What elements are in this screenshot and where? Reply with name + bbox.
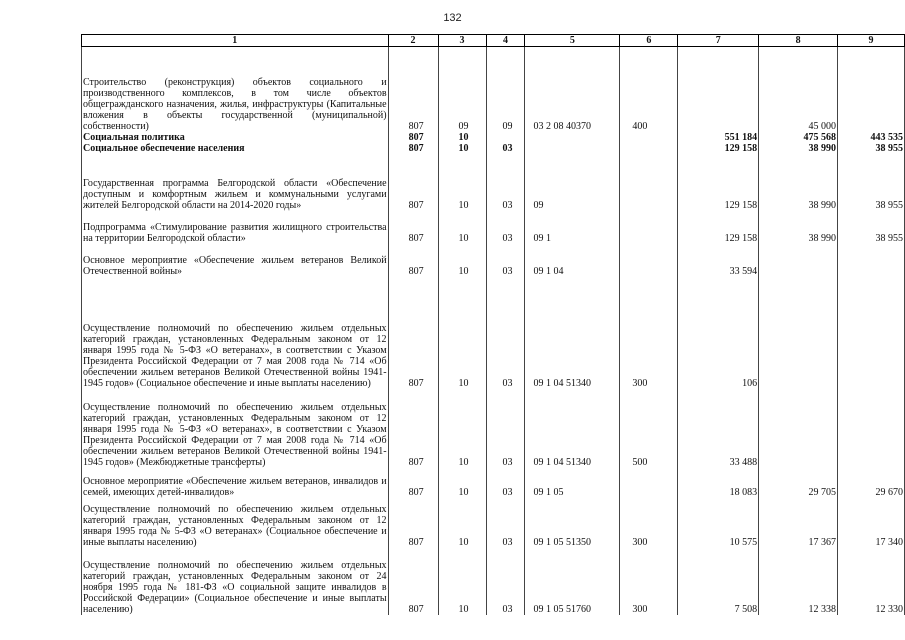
row-name-cell bbox=[82, 154, 389, 211]
amount-cell-c9: 17 340 bbox=[838, 498, 905, 548]
page-number: 132 bbox=[443, 12, 462, 24]
row-name: Социальная политика bbox=[83, 131, 185, 143]
row-name: Государственная программа Белгородской области «Обеспечение доступным и комфортным жильем и коммунальными услугами жителей Белгородской области на 2014-2020 годы» bbox=[83, 177, 387, 211]
amount-cell-c7: 10 575 bbox=[678, 498, 759, 548]
amount-cell-c8: 45 000 bbox=[759, 47, 838, 132]
code-cell-c5: 09 1 05 51350 bbox=[525, 498, 620, 548]
code-cell-c5: 09 1 05 51760 bbox=[525, 548, 620, 615]
code-cell-c6: 500 bbox=[620, 389, 678, 468]
code-cell-c6: 300 bbox=[620, 277, 678, 389]
column-header: 5 bbox=[525, 35, 620, 47]
table-row bbox=[82, 143, 905, 154]
code-cell-c4: 03 bbox=[486, 498, 525, 548]
row-name: Осуществление полномочий по обеспечению жильем отдельных категорий граждан, установленных Федеральным законом от 12 января 1995 года № 5-ФЗ «О ветеранах» (Социальное обеспечение и иные выплаты населению) bbox=[83, 503, 387, 548]
code-cell-c4: 03 bbox=[486, 277, 525, 389]
code-cell-c6 bbox=[620, 154, 678, 211]
amount-cell-c7: 7 508 bbox=[678, 548, 759, 615]
code-cell-c3: 09 bbox=[438, 47, 486, 132]
code-cell-c6: 300 bbox=[620, 548, 678, 615]
code-cell-c6 bbox=[620, 468, 678, 498]
row-name: Осуществление полномочий по обеспечению жильем отдельных категорий граждан, установленных Федеральным законом от 12 января 1995 года № 5-ФЗ «О ветеранах», в соответствии с Указом Президента Российской Федерации от 7 мая 2008 года № 714 «Об обеспечении жильем ветеранов Великой Отечественной войны 1941-1945 годов» (Межбюджетные трансферты) bbox=[83, 401, 387, 468]
code-cell-c6: 300 bbox=[620, 498, 678, 548]
table-row bbox=[82, 548, 905, 615]
row-name-cell bbox=[82, 211, 389, 244]
code-cell-c3: 10 bbox=[438, 132, 486, 143]
code-cell-c4: 03 bbox=[486, 154, 525, 211]
row-name: Подпрограмма «Стимулирование развития жилищного строительства на территории Белгородской области» bbox=[83, 221, 387, 244]
amount-cell-c7: 129 158 bbox=[678, 143, 759, 154]
table-row bbox=[82, 498, 905, 548]
code-cell-c5: 09 1 05 bbox=[525, 468, 620, 498]
code-cell-c2: 807 bbox=[388, 277, 438, 389]
amount-cell-c7: 129 158 bbox=[678, 211, 759, 244]
amount-cell-c7: 33 488 bbox=[678, 389, 759, 468]
amount-cell-c9: 12 330 bbox=[838, 548, 905, 615]
amount-cell-c9: 443 535 bbox=[838, 132, 905, 143]
amount-cell-c7: 129 158 bbox=[678, 154, 759, 211]
row-name-cell bbox=[82, 132, 389, 143]
row-name: Основное мероприятие «Обеспечение жильем ветеранов, инвалидов и семей, имеющих детей-инвалидов» bbox=[83, 475, 387, 498]
amount-cell-c8: 38 990 bbox=[759, 143, 838, 154]
amount-cell-c9 bbox=[838, 389, 905, 468]
code-cell-c2: 807 bbox=[388, 132, 438, 143]
code-cell-c3: 10 bbox=[438, 244, 486, 277]
row-name: Строительство (реконструкция) объектов социального и производственного комплексов, в том числе объектов общегражданского назначения, жилья, инфраструктуры (Капитальные вложения в объекты государственной (муниципальной) собственности) bbox=[83, 76, 387, 132]
code-cell-c5: 09 1 04 bbox=[525, 244, 620, 277]
code-cell-c4: 09 bbox=[486, 47, 525, 132]
code-cell-c3: 10 bbox=[438, 277, 486, 389]
code-cell-c5: 09 1 04 51340 bbox=[525, 277, 620, 389]
code-cell-c4: 03 bbox=[486, 389, 525, 468]
amount-cell-c7: 33 594 bbox=[678, 244, 759, 277]
code-cell-c5: 03 2 08 40370 bbox=[525, 47, 620, 132]
table-row bbox=[82, 389, 905, 468]
budget-table bbox=[81, 34, 905, 615]
code-cell-c4: 03 bbox=[486, 548, 525, 615]
code-cell-c4: 03 bbox=[486, 211, 525, 244]
code-cell-c3: 10 bbox=[438, 211, 486, 244]
row-name-cell bbox=[82, 143, 389, 154]
table-body bbox=[82, 47, 905, 615]
column-header: 2 bbox=[388, 35, 438, 47]
code-cell-c3: 10 bbox=[438, 468, 486, 498]
code-cell-c4 bbox=[486, 132, 525, 143]
amount-cell-c8: 38 990 bbox=[759, 154, 838, 211]
row-name: Осуществление полномочий по обеспечению жильем отдельных категорий граждан, установленных Федеральным законом от 24 ноября 1995 года № 181-ФЗ «О социальной защите инвалидов в Российской Федерации» (Социальное обеспечение и иные выплаты населению) bbox=[83, 559, 387, 615]
code-cell-c2: 807 bbox=[388, 244, 438, 277]
code-cell-c6 bbox=[620, 244, 678, 277]
amount-cell-c9: 38 955 bbox=[838, 143, 905, 154]
table-row bbox=[82, 132, 905, 143]
row-name: Социальное обеспечение населения bbox=[83, 142, 245, 154]
amount-cell-c8 bbox=[759, 277, 838, 389]
row-name-cell bbox=[82, 548, 389, 615]
amount-cell-c8 bbox=[759, 389, 838, 468]
amount-cell-c7: 106 bbox=[678, 277, 759, 389]
code-cell-c5: 09 1 04 51340 bbox=[525, 389, 620, 468]
code-cell-c2: 807 bbox=[388, 389, 438, 468]
table-row bbox=[82, 154, 905, 211]
code-cell-c2: 807 bbox=[388, 498, 438, 548]
code-cell-c6: 400 bbox=[620, 47, 678, 132]
amount-cell-c9 bbox=[838, 277, 905, 389]
row-name: Осуществление полномочий по обеспечению жильем отдельных категорий граждан, установленных Федеральным законом от 12 января 1995 года № 5-ФЗ «О ветеранах», в соответствии с Указом Президента Российской Федерации от 7 мая 2008 года № 714 «Об обеспечении жильем ветеранов Великой Отечественной войны 1941-1945 годов» (Социальное обеспечение и иные выплаты населению) bbox=[83, 322, 387, 389]
code-cell-c6 bbox=[620, 132, 678, 143]
column-header: 1 bbox=[82, 35, 389, 47]
amount-cell-c8: 12 338 bbox=[759, 548, 838, 615]
column-header: 6 bbox=[620, 35, 678, 47]
amount-cell-c9 bbox=[838, 47, 905, 132]
row-name-cell bbox=[82, 389, 389, 468]
column-header: 4 bbox=[486, 35, 525, 47]
column-header: 3 bbox=[438, 35, 486, 47]
code-cell-c3: 10 bbox=[438, 498, 486, 548]
amount-cell-c8 bbox=[759, 244, 838, 277]
column-header: 8 bbox=[759, 35, 838, 47]
code-cell-c5: 09 1 bbox=[525, 211, 620, 244]
table-row bbox=[82, 277, 905, 389]
code-cell-c3: 10 bbox=[438, 389, 486, 468]
code-cell-c2: 807 bbox=[388, 154, 438, 211]
row-name-cell bbox=[82, 244, 389, 277]
table-row bbox=[82, 244, 905, 277]
code-cell-c3: 10 bbox=[438, 548, 486, 615]
code-cell-c2: 807 bbox=[388, 548, 438, 615]
amount-cell-c9: 29 670 bbox=[838, 468, 905, 498]
row-name: Основное мероприятие «Обеспечение жильем ветеранов Великой Отечественной войны» bbox=[83, 254, 387, 277]
code-cell-c2: 807 bbox=[388, 47, 438, 132]
row-name-cell bbox=[82, 468, 389, 498]
amount-cell-c9 bbox=[838, 244, 905, 277]
row-name-cell bbox=[82, 498, 389, 548]
table-row bbox=[82, 47, 905, 132]
code-cell-c3: 10 bbox=[438, 154, 486, 211]
code-cell-c5 bbox=[525, 143, 620, 154]
code-cell-c2: 807 bbox=[388, 211, 438, 244]
table-row bbox=[82, 211, 905, 244]
code-cell-c6 bbox=[620, 143, 678, 154]
table-header-row bbox=[82, 35, 905, 47]
amount-cell-c9: 38 955 bbox=[838, 211, 905, 244]
amount-cell-c8: 475 568 bbox=[759, 132, 838, 143]
amount-cell-c7: 551 184 bbox=[678, 132, 759, 143]
row-name-cell bbox=[82, 47, 389, 132]
table-row bbox=[82, 468, 905, 498]
column-header: 7 bbox=[678, 35, 759, 47]
row-name-cell bbox=[82, 277, 389, 389]
code-cell-c5: 09 bbox=[525, 154, 620, 211]
code-cell-c4: 03 bbox=[486, 143, 525, 154]
code-cell-c5 bbox=[525, 132, 620, 143]
code-cell-c3: 10 bbox=[438, 143, 486, 154]
amount-cell-c8: 29 705 bbox=[759, 468, 838, 498]
amount-cell-c7: 18 083 bbox=[678, 468, 759, 498]
amount-cell-c7 bbox=[678, 47, 759, 132]
amount-cell-c8: 17 367 bbox=[759, 498, 838, 548]
code-cell-c4: 03 bbox=[486, 244, 525, 277]
column-header: 9 bbox=[838, 35, 905, 47]
code-cell-c4: 03 bbox=[486, 468, 525, 498]
code-cell-c2: 807 bbox=[388, 143, 438, 154]
code-cell-c2: 807 bbox=[388, 468, 438, 498]
amount-cell-c8: 38 990 bbox=[759, 211, 838, 244]
amount-cell-c9: 38 955 bbox=[838, 154, 905, 211]
code-cell-c6 bbox=[620, 211, 678, 244]
